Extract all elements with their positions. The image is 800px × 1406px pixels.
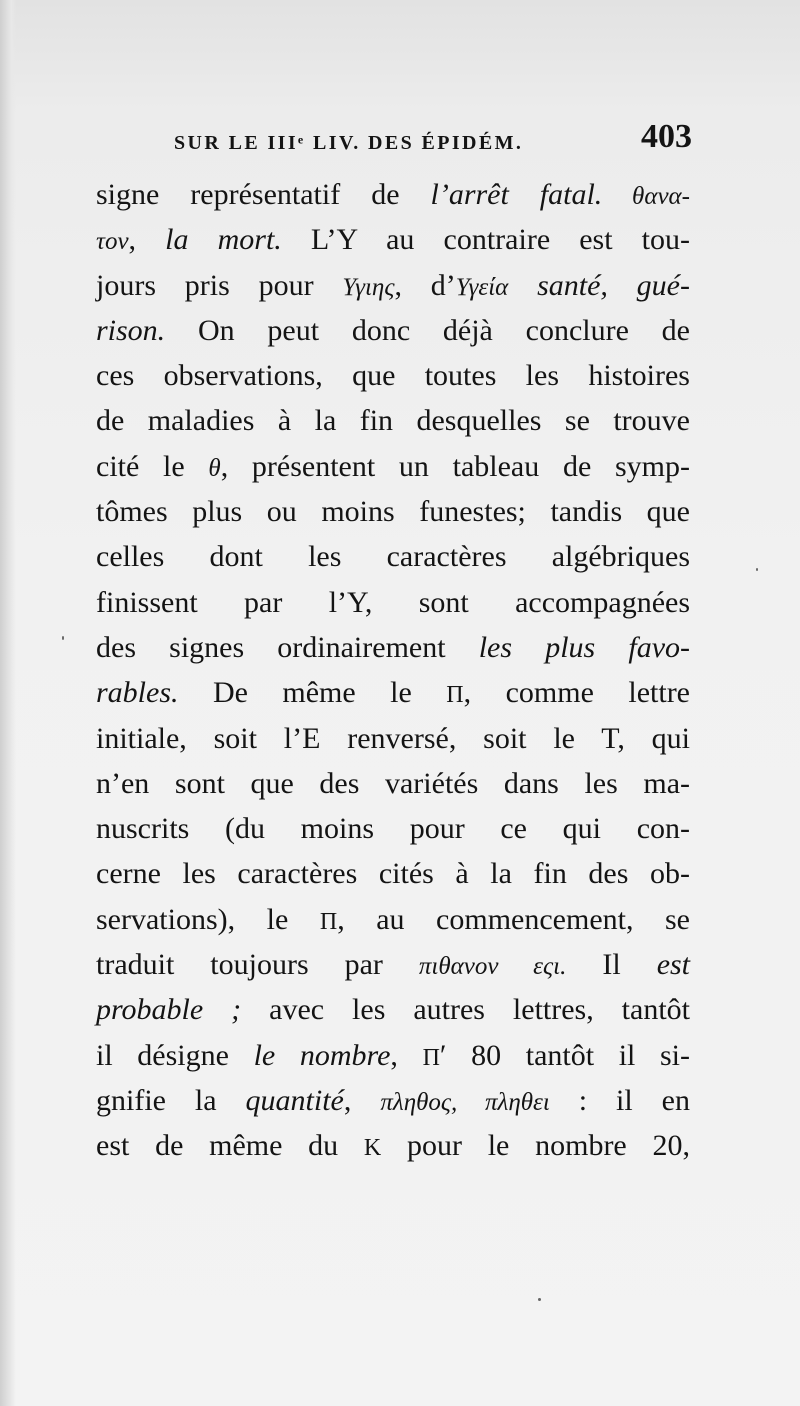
text-segment: Π [422, 1044, 440, 1071]
paper-speck [756, 568, 758, 571]
text-segment: cerne les caractères cités à la fin des ob- [96, 857, 690, 891]
page-number: 403 [641, 118, 692, 155]
text-segment: pour le nombre 20, [381, 1129, 690, 1163]
text-segment: jours pris pour [96, 268, 343, 302]
paper-speck [62, 636, 64, 640]
text-line [96, 308, 690, 353]
greek-text: πιθανον εςι. [418, 953, 567, 981]
text-segment: L’Υ au contraire est tou- [281, 223, 690, 257]
text-line [96, 851, 690, 896]
text-line [96, 263, 690, 308]
text-segment: : il en [549, 1083, 690, 1117]
text-line [96, 670, 690, 715]
italic-text: est [656, 948, 691, 982]
text-line [96, 942, 690, 987]
text-segment: ʹ 80 tantôt il si- [439, 1038, 690, 1072]
text-segment: , d’ [394, 268, 456, 302]
text-line [96, 1123, 690, 1168]
text-line [96, 444, 690, 489]
text-segment: traduit toujours par [96, 948, 419, 982]
text-segment: Il [566, 948, 657, 982]
text-segment: De même le [178, 676, 447, 710]
text-segment: est de même du [96, 1129, 364, 1163]
greek-text: θανα- [602, 183, 690, 210]
text-segment: , [390, 1038, 423, 1072]
page-header [96, 118, 700, 172]
page-edge-shadow [0, 0, 16, 1406]
text-segment: , [343, 1083, 381, 1117]
text-segment: Κ [363, 1135, 382, 1162]
text-segment: , comme lettre [463, 676, 690, 710]
text-line [96, 534, 690, 579]
text-line [96, 987, 690, 1032]
text-segment: cité le [96, 449, 209, 483]
text-segment: gnifie la [96, 1083, 246, 1117]
text-line [96, 761, 690, 806]
running-head: SUR LE IIIᵉ LIV. DES ÉPIDÉM. [174, 132, 524, 154]
text-segment: signe représentatif de [96, 178, 431, 211]
text-segment: finissent par l’Υ, sont accompagnées [96, 585, 690, 619]
text-segment: avec les autres lettres, tantôt [241, 993, 690, 1027]
text-segment: de maladies à la fin desquelles se trouve [96, 404, 690, 438]
text-segment: nuscrits (du moins pour ce qui con- [96, 812, 690, 846]
text-line [96, 217, 690, 262]
text-segment: , [128, 223, 166, 257]
text-segment: ces observations, que toutes les histoires [96, 359, 690, 393]
text-segment: Π [446, 682, 464, 709]
text-segment: initiale, soit l’E renversé, soit le T, qui [96, 721, 690, 755]
italic-text: rison. [96, 313, 166, 347]
text-line [96, 398, 690, 443]
greek-text: πληθος, πληθει [380, 1088, 550, 1116]
greek-text: Υγεία [455, 273, 509, 301]
italic-text: quantité [245, 1083, 344, 1117]
text-line [96, 353, 690, 398]
text-segment: , au commencement, se [337, 902, 690, 936]
text-segment: On peut donc déjà conclure de [165, 313, 690, 347]
text-segment: , présentent un tableau de symp- [220, 449, 691, 483]
italic-text: le nombre [253, 1038, 391, 1072]
text-line [96, 716, 690, 761]
paper-speck [538, 1298, 541, 1301]
text-segment: n’en sont que des variétés dans les ma- [96, 766, 690, 800]
text-line [96, 1033, 690, 1078]
text-segment: Π [319, 908, 338, 935]
text-line [96, 897, 690, 942]
text-line [96, 1078, 690, 1123]
italic-text: la mort. [165, 223, 282, 257]
text-segment: servations), le [96, 902, 320, 936]
italic-text: probable ; [96, 993, 242, 1027]
greek-text: τον [96, 228, 129, 256]
text-segment: celles dont les caractères algébriques [96, 540, 690, 574]
greek-text: Υγιης [342, 273, 395, 301]
greek-text: θ [208, 454, 221, 482]
text-segment: il désigne [96, 1038, 254, 1072]
text-line [96, 806, 690, 851]
italic-text: l’arrêt fatal. [430, 178, 603, 211]
text-line [96, 625, 690, 670]
text-line [96, 489, 690, 534]
text-segment: des signes ordinairement [96, 630, 479, 664]
text-line [96, 172, 690, 217]
italic-text: rables. [96, 676, 179, 710]
text-line [96, 580, 690, 625]
italic-text: santé, gué- [508, 268, 690, 302]
italic-text: les plus favo- [478, 630, 690, 664]
text-segment: tômes plus ou moins funestes; tandis que [96, 495, 690, 529]
body-text [96, 172, 690, 1169]
